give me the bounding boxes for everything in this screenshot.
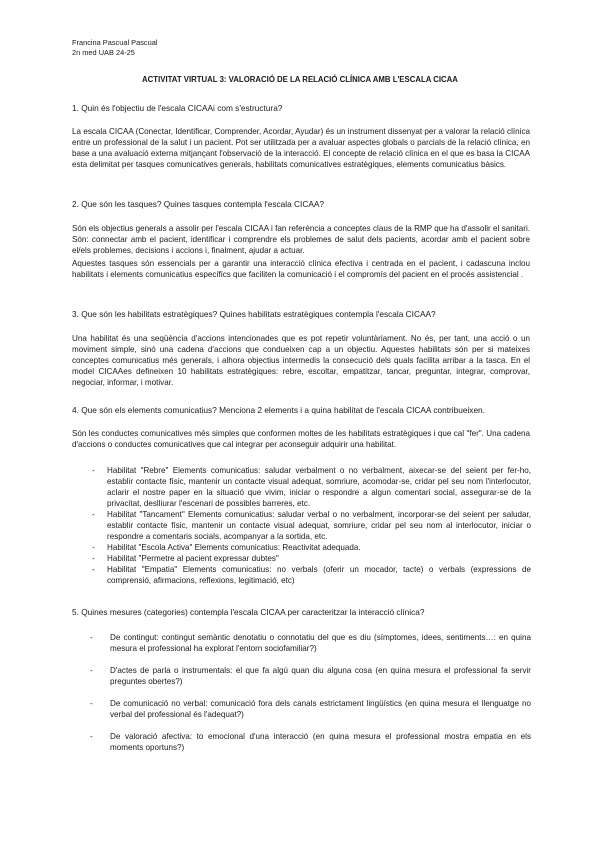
answer-1-paragraph: La escala CICAA (Conectar, Identificar, Comprender, Acordar, Ayudar) és un instrument dissenyat per a valorar la relació clínica entre un professional de la salut i un pacient. Pot ser utilitzada per a avaluar aspectes globals o parcials de la relació clínica, en base a una avaluació externa mitjançant l'observació de la interacció. El concepte de relació clínica en el que es basa la CICAA esta delimitat per tasques comunicatives generals, habilitats comunicatives estratègiques, elements comunicatius bàsics. [72,127,530,169]
list-item: - De valoració afectiva: to emocional d'una interacció (en quina mesura el professional mostra empatia en els moments oportuns?) [72,731,531,753]
measures-list [72,632,531,764]
list-item: - Habilitat "Permetre al pacient expressar dubtes" [72,553,531,564]
answer-2-paragraph-1: Són els objectius generals a assolir per l'escala CICAA i fan referència a conceptes claus de la RMP que ha d'assolir el sanitari. Són: connectar amb el pacient, identificar i comprendre els problemes de salut dels pacients, acordar amb el pacient sobre el/els problemes, decisions i accions i, finalment, ajudar a actuar. [72,224,530,255]
question-1: 1. Quin és l'objectiu de l'escala CICAAi com s'estructura? [72,103,283,113]
communicative-elements-list [72,465,531,586]
question-5: 5. Quines mesures (categories) contempla l'escala CICAA per caracteritzar la interacció clínica? [72,607,425,617]
document-title: ACTIVITAT VIRTUAL 3: VALORACIÓ DE LA RELACIÓ CLÍNICA AMB L'ESCALA CICAA [142,75,458,84]
author-name: Francina Pascual Pascual [72,38,158,47]
author-block [72,38,157,58]
answer-3-paragraph: Una habilitat és una seqüència d'accions intencionades que es pot repetir voluntàriament. No és, per tant, una acció o un moviment simple, sinó una cadena d'accions que condueixen cap a un objectiu. Aquestes habilitats són per si mateixes conceptes comunicatius més generals, i alhora objectius intermedis la consecució dels quals facilita arribar a la tasca. En el model CICAAes defineixen 10 habilitats estratègiques: rebre, escoltar, empatitzar, tancar, preguntar, integrar, comprovar, negociar, informar, i motivar. [72,334,530,387]
course-info: 2n med UAB 24-25 [72,48,135,57]
list-item: - Habilitat "Tancament" Elements comunicatius: saludar verbal o no verbalment, incorporar-se del seient per saludar, establir contacte físic, mantenir un contacte visual adequat, somriure, cridar pel seu nom al interlocutor, iniciar o respondre a comentaris socials, acompanyar a la sortida, etc. [72,509,531,542]
list-item: - Habilitat "Rebre" Elements comunicatius: saludar verbalment o no verbalment, aixecar-se del seient per fer-ho, establir contacte físic, mantenir un contacte visual adequat, somriure, acomodar-se, cridar pel seu nom l'interlocutor, aclarir el nostre paper en la situació que vivim, iniciar o respondre a algun comentari social, assegurar-se de la privacitat, deslliurar l'escenari de possibles barreres, etc. [72,465,531,509]
list-item: - Habilitat "Escola Activa" Elements comunicatius: Reactivitat adequada. [72,542,531,553]
list-item: - De comunicació no verbal: comunicació fora dels canals estrictament lingüístics (en quina mesura el llenguatge no verbal del professional és l'adequat?) [72,698,531,720]
question-4: 4. Que són els elements comunicatius? Menciona 2 elements i a quina habilitat de l'escala CICAA contribueixen. [72,405,485,415]
question-2: 2. Que són les tasques? Quines tasques contempla l'escala CICAA? [72,199,325,209]
answer-2-paragraph-2: Aquestes tasques són essencials per a garantir una interacció clínica efectiva i centrada en el pacient, i cadascuna inclou habilitats i elements comunicatius específics que faciliten la comunicació i el compromís del pacient en el procés assistencial . [72,259,530,279]
list-item: - Habilitat "Empatia" Elements comunicatius: no verbals (oferir un mocador, tacte) o verbals (expressions de comprensió, afirmacions, reflexions, legitimació, etc) [72,564,531,586]
list-item: - De contingut: contingut semàntic denotatiu o connotatiu del que es diu (símptomes, idees, sentiments…: en quina mesura el professional ha explorat l'entorn sociofamiliar?) [72,632,531,654]
list-item: - D'actes de parla o instrumentals: el que fa algú quan diu alguna cosa (en quina mesura el professional fa servir preguntes obertes?) [72,665,531,687]
answer-4-paragraph: Són les conductes comunicatives més simples que conformen moltes de les habilitats estratègiques i que cal "fer". Una cadena d'accions o conductes comunicatives que cal integrar per aconseguir adquirir una habilitat. [72,429,530,449]
question-3: 3. Que són les habilitats estratègiques? Quines habilitats estratègiques contempla l'escala CICAA? [72,309,436,319]
